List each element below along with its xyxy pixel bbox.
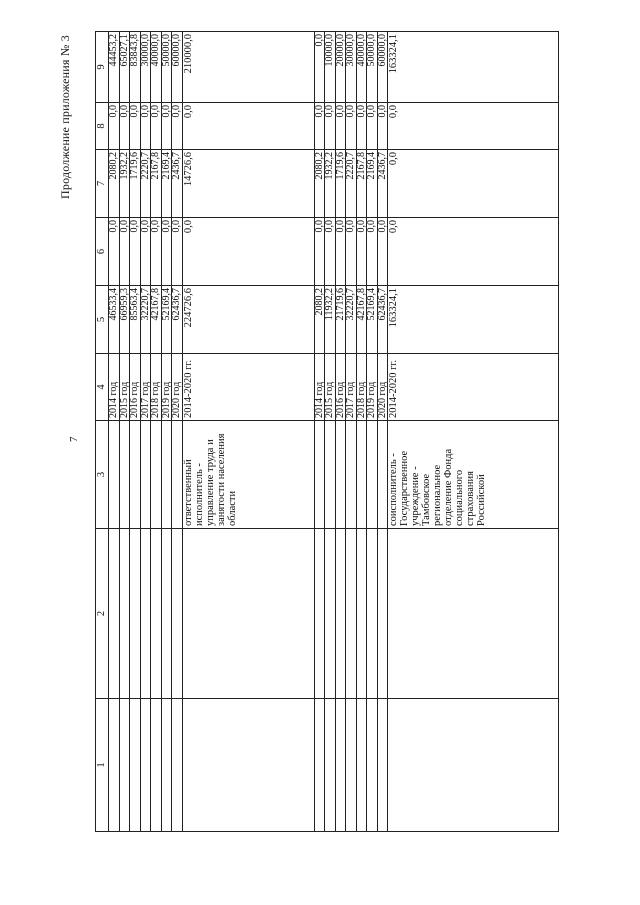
empty-cell [356,699,367,832]
value-cell-c6: 0,0 [109,218,120,286]
value-cell-c9: 50000,0 [161,32,172,103]
value-cell-c6: 0,0 [161,218,172,286]
value-cell-c8: 0,0 [130,103,141,150]
value-cell-c7: 2080,2 [109,150,120,218]
year-row [356,32,367,832]
executor-cell: ответственный исполнитель - управление труда и занятости населения области [182,421,314,529]
empty-cell [367,421,378,529]
page-number: 7 [68,436,80,442]
value-cell-c7: 1719,6 [130,150,141,218]
value-cell-c9: 83843,8 [130,32,141,103]
value-cell-c9: 65027,1 [119,32,130,103]
empty-cell [377,699,388,832]
total-cell-c8: 0,0 [388,103,559,150]
total-cell-c7: 14726,6 [182,150,314,218]
block-3 [388,32,559,832]
header-cell: 9 [96,32,109,103]
value-cell-c9: 50000,0 [367,32,378,103]
empty-cell [151,529,162,699]
year-label: 2014 год [314,354,325,421]
year-row [335,32,346,832]
header-cell: 4 [96,354,109,421]
value-cell-c8: 0,0 [356,103,367,150]
value-cell-c7: 2167,8 [151,150,162,218]
value-cell-c6: 0,0 [119,218,130,286]
empty-cell [314,529,325,699]
value-cell-c5: 32220,7 [140,286,151,354]
empty-cell [335,421,346,529]
empty-cell [182,699,314,832]
value-cell-c8: 0,0 [314,103,325,150]
empty-cell [172,529,183,699]
empty-cell [140,529,151,699]
value-cell-c5: 42167,8 [356,286,367,354]
year-label: 2018 год [356,354,367,421]
value-cell-c8: 0,0 [335,103,346,150]
value-cell-c5: 2080,2 [314,286,325,354]
empty-cell [161,421,172,529]
header-cell: 5 [96,286,109,354]
empty-cell [346,699,357,832]
year-label: 2020 год [377,354,388,421]
value-cell-c8: 0,0 [151,103,162,150]
year-row [346,32,357,832]
value-cell-c6: 0,0 [130,218,141,286]
empty-cell [140,699,151,832]
empty-cell [346,421,357,529]
year-row [377,32,388,832]
total-cell-c8: 0,0 [182,103,314,150]
header-cell: 6 [96,218,109,286]
empty-cell [130,421,141,529]
block-2 [182,32,388,832]
header-cell: 8 [96,103,109,150]
value-cell-c6: 0,0 [367,218,378,286]
year-label: 2020 год [172,354,183,421]
empty-cell [109,421,120,529]
value-cell-c5: 66959,3 [119,286,130,354]
total-cell-c6: 0,0 [182,218,314,286]
value-cell-c8: 0,0 [172,103,183,150]
year-label: 2016 год [130,354,141,421]
total-cell-c9: 163324,1 [388,32,559,103]
value-cell-c9: 40000,0 [356,32,367,103]
empty-cell [140,421,151,529]
year-row [151,32,162,832]
value-cell-c7: 2169,4 [161,150,172,218]
empty-cell [161,699,172,832]
empty-cell [367,699,378,832]
empty-cell [367,529,378,699]
empty-cell [356,421,367,529]
value-cell-c5: 85563,4 [130,286,141,354]
year-row [367,32,378,832]
empty-cell [161,529,172,699]
total-row [388,32,559,832]
empty-cell [377,421,388,529]
value-cell-c9: 10000,0 [325,32,336,103]
total-cell-c5: 224726,6 [182,286,314,354]
total-cell-c6: 0,0 [388,218,559,286]
total-cell-c7: 0,0 [388,150,559,218]
value-cell-c6: 0,0 [151,218,162,286]
value-cell-c5: 42167,8 [151,286,162,354]
empty-cell [109,699,120,832]
header-cell: 7 [96,150,109,218]
block-1 [109,32,183,832]
empty-cell [109,529,120,699]
value-cell-c9: 60000,0 [377,32,388,103]
value-cell-c9: 40000,0 [151,32,162,103]
value-cell-c5: 11932,2 [325,286,336,354]
empty-cell [130,699,141,832]
value-cell-c7: 2436,7 [172,150,183,218]
continuation-label: Продолжение приложения № 3 [58,35,72,199]
total-cell-c9: 210000,0 [182,32,314,103]
value-cell-c7: 2169,4 [367,150,378,218]
year-label: 2014 год [109,354,120,421]
value-cell-c8: 0,0 [325,103,336,150]
value-cell-c9: 0,0 [314,32,325,103]
period-cell: 2014-2020 гг. [182,354,314,421]
empty-cell [151,699,162,832]
empty-cell [356,529,367,699]
value-cell-c6: 0,0 [325,218,336,286]
value-cell-c8: 0,0 [161,103,172,150]
value-cell-c8: 0,0 [119,103,130,150]
header-cell: 2 [96,529,109,699]
value-cell-c8: 0,0 [140,103,151,150]
value-cell-c5: 32220,7 [346,286,357,354]
empty-cell [151,421,162,529]
value-cell-c6: 0,0 [377,218,388,286]
value-cell-c9: 44453,2 [109,32,120,103]
value-cell-c9: 20000,0 [335,32,346,103]
value-cell-c6: 0,0 [346,218,357,286]
header-row [96,32,109,832]
empty-cell [119,529,130,699]
year-label: 2017 год [346,354,357,421]
year-label: 2019 год [367,354,378,421]
empty-cell [119,699,130,832]
empty-cell [325,699,336,832]
value-cell-c7: 1932,2 [119,150,130,218]
value-cell-c7: 2436,7 [377,150,388,218]
year-row [161,32,172,832]
empty-cell [314,421,325,529]
header-cell: 3 [96,421,109,529]
funding-table [95,31,559,832]
value-cell-c5: 62436,7 [377,286,388,354]
value-cell-c6: 0,0 [314,218,325,286]
empty-cell [119,421,130,529]
value-cell-c6: 0,0 [140,218,151,286]
year-row [140,32,151,832]
empty-cell [314,699,325,832]
value-cell-c6: 0,0 [356,218,367,286]
empty-cell [388,699,559,832]
year-row [314,32,325,832]
year-label: 2016 год [335,354,346,421]
value-cell-c7: 2167,8 [356,150,367,218]
empty-cell [325,421,336,529]
value-cell-c9: 60000,0 [172,32,183,103]
year-label: 2015 год [119,354,130,421]
value-cell-c7: 1932,2 [325,150,336,218]
year-row [325,32,336,832]
total-cell-c5: 163324,1 [388,286,559,354]
value-cell-c7: 1719,6 [335,150,346,218]
value-cell-c7: 2220,7 [140,150,151,218]
period-cell: 2014-2020 гг. [388,354,559,421]
empty-cell [346,529,357,699]
value-cell-c9: 30000,0 [140,32,151,103]
year-row [172,32,183,832]
empty-cell [172,421,183,529]
executor-cell: соисполнитель - Государственное учреждение - Тамбовское региональное отделение Фонда социального страхования Российской [388,421,559,529]
year-label: 2017 год [140,354,151,421]
empty-cell [172,699,183,832]
total-row [182,32,314,832]
value-cell-c8: 0,0 [377,103,388,150]
empty-cell [335,699,346,832]
value-cell-c7: 2220,7 [346,150,357,218]
value-cell-c7: 2080,2 [314,150,325,218]
year-row [130,32,141,832]
empty-cell [388,529,559,699]
year-row [119,32,130,832]
year-label: 2018 год [151,354,162,421]
value-cell-c5: 21719,6 [335,286,346,354]
value-cell-c8: 0,0 [367,103,378,150]
empty-cell [130,529,141,699]
value-cell-c6: 0,0 [172,218,183,286]
value-cell-c9: 30000,0 [346,32,357,103]
year-row [109,32,120,832]
value-cell-c8: 0,0 [109,103,120,150]
year-label: 2015 год [325,354,336,421]
value-cell-c5: 62436,7 [172,286,183,354]
value-cell-c5: 52169,4 [367,286,378,354]
year-label: 2019 год [161,354,172,421]
value-cell-c6: 0,0 [335,218,346,286]
value-cell-c8: 0,0 [346,103,357,150]
header-cell: 1 [96,699,109,832]
empty-cell [325,529,336,699]
empty-cell [182,529,314,699]
value-cell-c5: 52169,4 [161,286,172,354]
value-cell-c5: 46533,4 [109,286,120,354]
empty-cell [377,529,388,699]
empty-cell [335,529,346,699]
